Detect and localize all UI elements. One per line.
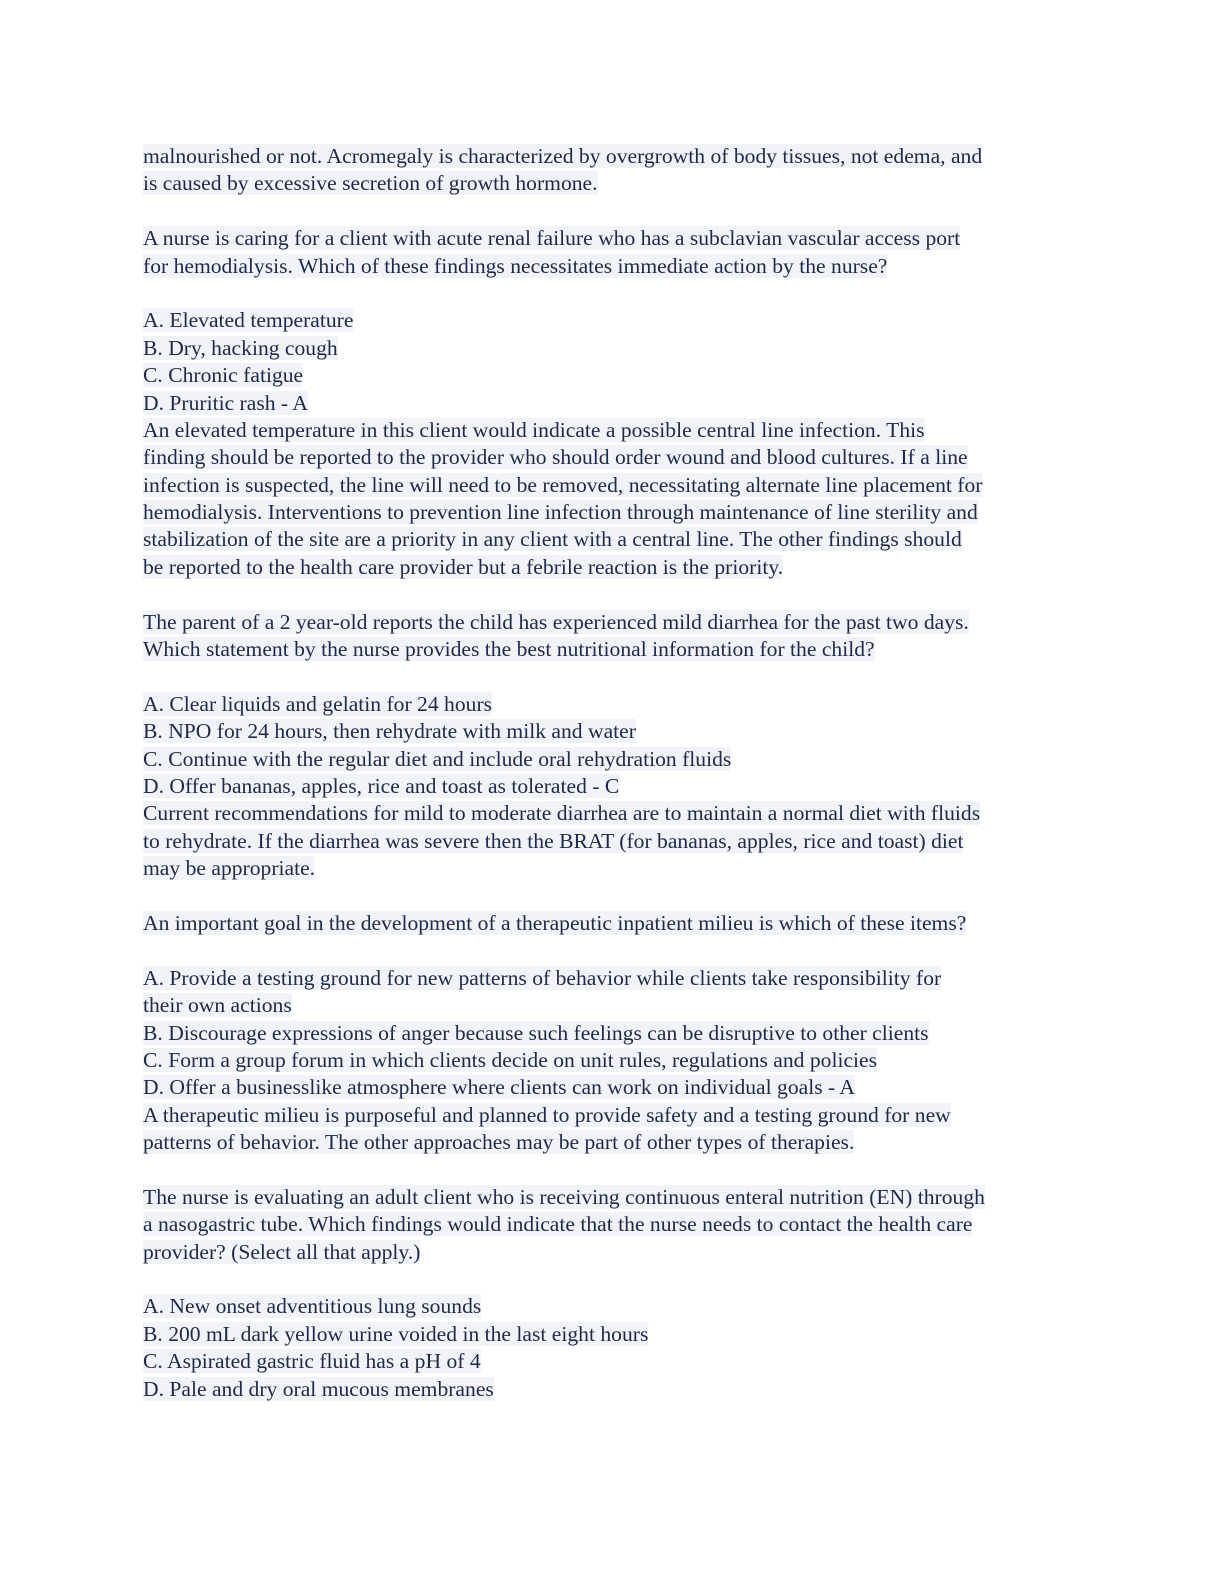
option-line: D. Offer a businesslike atmosphere where clients can work on individual goals - A: [143, 1075, 856, 1100]
option-line: B. NPO for 24 hours, then rehydrate with milk and water: [143, 719, 636, 744]
rationale-line: An elevated temperature in this client would indicate a possible central line infection. This: [143, 417, 925, 442]
option-line: D. Pruritic rash - A: [143, 390, 308, 415]
options-block: [143, 691, 1083, 883]
text-line: A nurse is caring for a client with acute renal failure who has a subclavian vascular access port: [143, 226, 961, 251]
rationale-line: be reported to the health care provider but a febrile reaction is the priority.: [143, 554, 784, 579]
rationale-line: may be appropriate.: [143, 856, 316, 881]
question-block: [143, 1184, 1083, 1266]
text-line: The nurse is evaluating an adult client who is receiving continuous enteral nutrition (EN) through: [143, 1184, 985, 1209]
rationale-line: A therapeutic milieu is purposeful and planned to provide safety and a testing ground for new: [143, 1102, 951, 1127]
paragraph-block: [143, 143, 1083, 198]
text-line: The parent of a 2 year-old reports the child has experienced mild diarrhea for the past two days.: [143, 609, 969, 634]
option-line: C. Form a group forum in which clients decide on unit rules, regulations and policies: [143, 1047, 878, 1072]
option-line: A. Provide a testing ground for new patterns of behavior while clients take responsibility for: [143, 965, 942, 990]
option-line: B. 200 mL dark yellow urine voided in the last eight hours: [143, 1321, 649, 1346]
question-block: [143, 910, 1083, 937]
rationale-line: to rehydrate. If the diarrhea was severe then the BRAT (for bananas, apples, rice and toast) diet: [143, 828, 964, 853]
rationale-line: finding should be reported to the provider who should order wound and blood cultures. If a line: [143, 445, 968, 470]
rationale-line: patterns of behavior. The other approaches may be part of other types of therapies.: [143, 1130, 855, 1155]
option-line: C. Chronic fatigue: [143, 363, 304, 388]
text-line: Which statement by the nurse provides the best nutritional information for the child?: [143, 637, 875, 662]
text-line: provider? (Select all that apply.): [143, 1239, 421, 1264]
option-line: D. Offer bananas, apples, rice and toast as tolerated - C: [143, 773, 620, 798]
document-body: [143, 143, 1083, 1403]
options-block: [143, 965, 1083, 1157]
text-line: is caused by excessive secretion of growth hormone.: [143, 171, 598, 196]
option-line: A. New onset adventitious lung sounds: [143, 1294, 482, 1319]
text-line: for hemodialysis. Which of these findings necessitates immediate action by the nurse?: [143, 253, 888, 278]
text-line: a nasogastric tube. Which findings would indicate that the nurse needs to contact the health care: [143, 1212, 973, 1237]
option-line: B. Dry, hacking cough: [143, 335, 338, 360]
option-line: C. Aspirated gastric fluid has a pH of 4: [143, 1349, 481, 1374]
option-line: D. Pale and dry oral mucous membranes: [143, 1376, 494, 1401]
text-line: malnourished or not. Acromegaly is characterized by overgrowth of body tissues, not edema, and: [143, 144, 983, 168]
rationale-line: infection is suspected, the line will need to be removed, necessitating alternate line placement for: [143, 472, 983, 497]
option-line: C. Continue with the regular diet and include oral rehydration fluids: [143, 746, 732, 771]
question-block: [143, 609, 1083, 664]
option-line: A. Clear liquids and gelatin for 24 hours: [143, 691, 493, 716]
options-block: [143, 1293, 1083, 1403]
option-line: A. Elevated temperature: [143, 308, 354, 333]
option-line: their own actions: [143, 993, 292, 1018]
question-block: [143, 225, 1083, 280]
text-line: An important goal in the development of a therapeutic inpatient milieu is which of these items?: [143, 910, 967, 935]
rationale-line: stabilization of the site are a priority in any client with a central line. The other findings should: [143, 527, 962, 552]
options-block: [143, 307, 1083, 581]
option-line: B. Discourage expressions of anger because such feelings can be disruptive to other clients: [143, 1020, 929, 1045]
rationale-line: Current recommendations for mild to moderate diarrhea are to maintain a normal diet with fluids: [143, 801, 981, 826]
rationale-line: hemodialysis. Interventions to prevention line infection through maintenance of line sterility and: [143, 500, 978, 525]
